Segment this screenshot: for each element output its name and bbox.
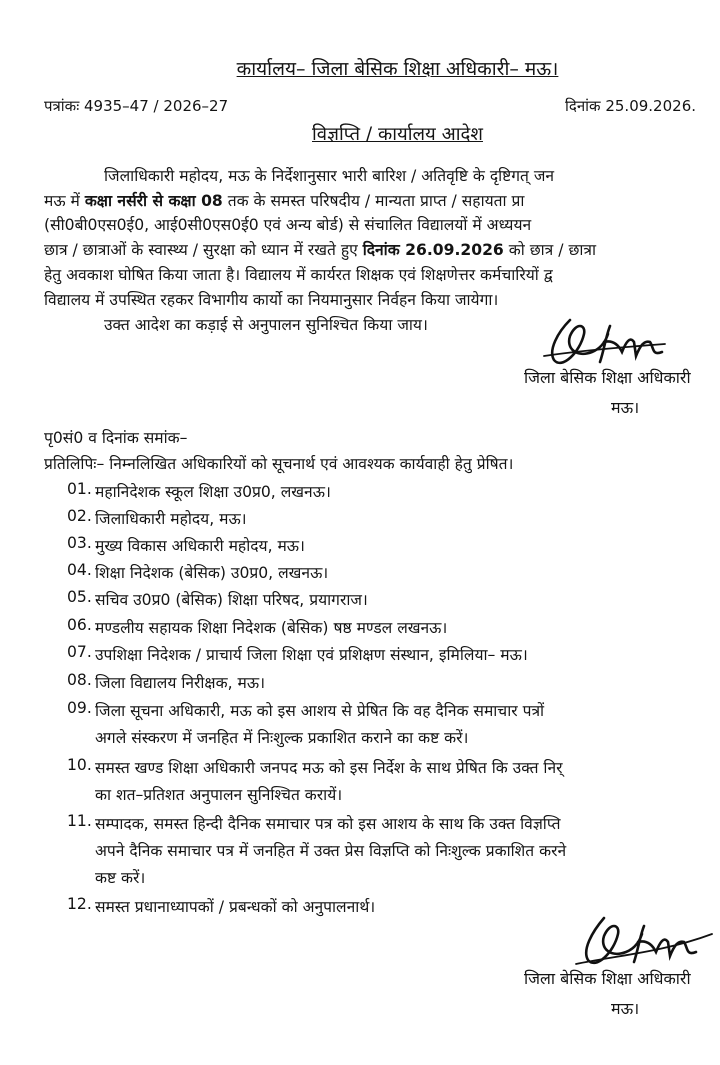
body-line-4 [44, 238, 596, 260]
subject-heading: विज्ञप्ति / कार्यालय आदेश [312, 124, 483, 145]
list-item-text: शिक्षा निदेशक (बेसिक) उ0प्र0, लखनऊ। [95, 564, 329, 582]
list-item-text: महानिदेशक स्कूल शिक्षा उ0प्र0, लखनऊ। [95, 483, 331, 501]
body-line-2 [44, 189, 524, 211]
signatory-place: मऊ। [611, 398, 640, 417]
list-item-number: 02. [67, 507, 92, 525]
list-item-number: 06. [67, 616, 92, 634]
list-item-number: 03. [67, 534, 92, 552]
class-range-highlight: कक्षा नर्सरी से कक्षा 08 [84, 192, 223, 210]
body-line-3: (सी0बी0एस0ई0, आई0सी0एस0ई0 एवं अन्य बोर्ड) से संचालित विद्यालयों में अध्ययन [44, 216, 532, 234]
list-item-text: समस्त प्रधानाध्यापकों / प्रबन्धकों को अनुपालनार्थ। [95, 898, 376, 916]
body-line-7: उक्त आदेश का कड़ाई से अनुपालन सुनिश्चित किया जाय। [104, 316, 428, 334]
list-item-number: 10. [67, 756, 92, 774]
list-item-number: 09. [67, 699, 92, 717]
signature-mark-2 [574, 912, 714, 974]
copy-reference: पृ0सं0 व दिनांक समांक– [44, 429, 188, 447]
list-item-text: का शत–प्रतिशत अनुपालन सुनिश्चित करायें। [95, 786, 343, 804]
body-line-2-c: तक के समस्त परिषदीय / मान्यता प्राप्त / सहायता प्रा [222, 192, 525, 210]
list-item-text: अपने दैनिक समाचार पत्र में जनहित में उक्त प्रेस विज्ञप्ति को निःशुल्क प्रकाशित करने [95, 842, 567, 860]
list-item-text: मण्डलीय सहायक शिक्षा निदेशक (बेसिक) षष्ठ मण्डल लखनऊ। [95, 619, 448, 637]
holiday-date-highlight: दिनांक 26.09.2026 [362, 241, 504, 259]
list-item-text: सम्पादक, समस्त हिन्दी दैनिक समाचार पत्र को इस आशय के साथ कि उक्त विज्ञप्ति [95, 815, 561, 833]
body-line-4-a: छात्र / छात्राओं के स्वास्थ्य / सुरक्षा को ध्यान में रखते हुए [44, 241, 363, 259]
list-item-number: 01. [67, 480, 92, 498]
list-item-text: जिला सूचना अधिकारी, मऊ को इस आशय से प्रेषित कि वह दैनिक समाचार पत्रों [95, 702, 545, 720]
list-item-text: अगले संस्करण में जनहित में निःशुल्क प्रकाशित कराने का कष्ट करें। [95, 729, 469, 747]
signature-mark [540, 312, 670, 374]
reference-number: पत्रांकः 4935–47 / 2026–27 [44, 97, 229, 115]
office-title: कार्यालय– जिला बेसिक शिक्षा अधिकारी– मऊ। [236, 58, 559, 80]
list-item-number: 11. [67, 812, 92, 830]
list-item-text: मुख्य विकास अधिकारी महोदय, मऊ। [95, 537, 305, 555]
signatory-place-2: मऊ। [611, 999, 640, 1018]
document-date: दिनांक 25.09.2026. [565, 97, 697, 115]
body-line-1: जिलाधिकारी महोदय, मऊ के निर्देशानुसार भारी बारिश / अतिवृष्टि के दृष्टिगत् जन [104, 167, 555, 185]
list-item-text: उपशिक्षा निदेशक / प्राचार्य जिला शिक्षा एवं प्रशिक्षण संस्थान, इमिलिया– मऊ। [95, 646, 528, 664]
list-item-number: 08. [67, 671, 92, 689]
copy-intro: प्रतिलिपिः– निम्नलिखित अधिकारियों को सूचनार्थ एवं आवश्यक कार्यवाही हेतु प्रेषित। [44, 455, 514, 473]
list-item-number: 05. [67, 588, 92, 606]
signatory-designation-2: जिला बेसिक शिक्षा अधिकारी [524, 969, 691, 988]
body-line-4-c: को छात्र / छात्रा [503, 241, 597, 259]
list-item-text: कष्ट करें। [95, 869, 146, 887]
list-item-text: सचिव उ0प्र0 (बेसिक) शिक्षा परिषद, प्रयागराज। [95, 591, 368, 609]
list-item-text: समस्त खण्ड शिक्षा अधिकारी जनपद मऊ को इस निर्देश के साथ प्रेषित कि उक्त निर् [95, 759, 563, 777]
signatory-designation: जिला बेसिक शिक्षा अधिकारी [524, 368, 691, 387]
list-item-number: 07. [67, 643, 92, 661]
list-item-number: 12. [67, 895, 92, 913]
body-line-5: हेतु अवकाश घोषित किया जाता है। विद्यालय में कार्यरत शिक्षक एवं शिक्षणेत्तर कर्मचारियों द्व [44, 266, 553, 284]
body-line-6: विद्यालय में उपस्थित रहकर विभागीय कार्यो का नियमानुसार निर्वहन किया जायेगा। [44, 291, 499, 309]
list-item-text: जिला विद्यालय निरीक्षक, मऊ। [95, 674, 265, 692]
body-line-2-a: मऊ में [44, 192, 85, 210]
list-item-number: 04. [67, 561, 92, 579]
list-item-text: जिलाधिकारी महोदय, मऊ। [95, 510, 247, 528]
